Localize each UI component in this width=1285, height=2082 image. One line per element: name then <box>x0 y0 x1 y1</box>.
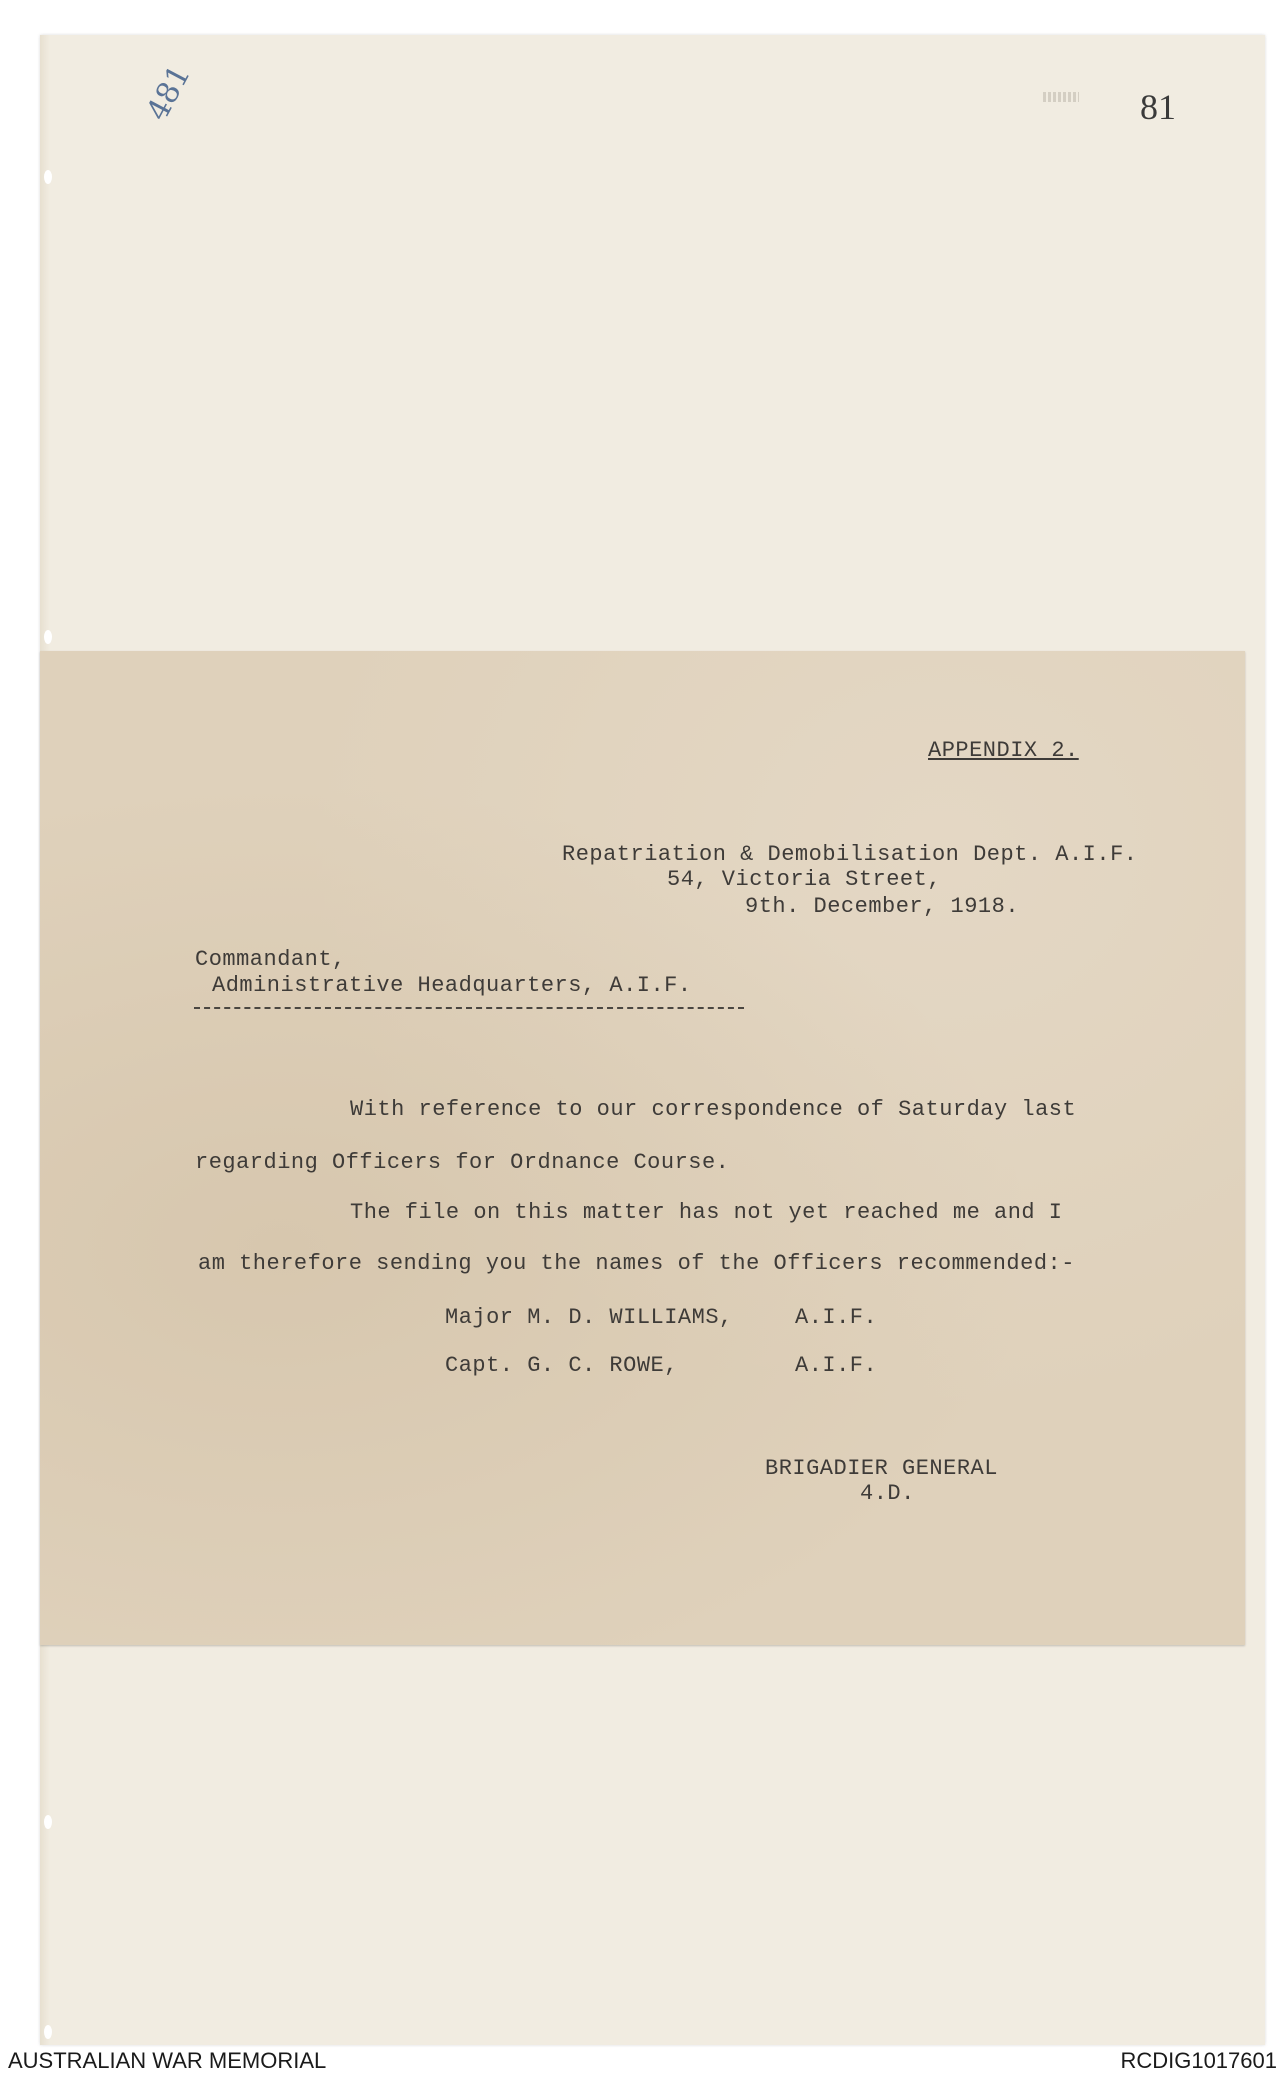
stamp-smudge <box>1043 92 1079 102</box>
handwritten-folio-number: 481 <box>140 59 198 127</box>
recipient-line-2: Administrative Headquarters, A.I.F. <box>212 973 692 998</box>
officer-unit-2: A.I.F. <box>795 1353 878 1378</box>
body-line-3: The file on this matter has not yet reached me and I <box>350 1200 1063 1225</box>
footer-record-id: RCDIG1017601 <box>1120 2048 1277 2073</box>
footer-archive-name: AUSTRALIAN WAR MEMORIAL <box>8 2048 327 2073</box>
body-line-4: am therefore sending you the names of the Officers recommended:- <box>198 1251 1075 1276</box>
signature-title: BRIGADIER GENERAL <box>765 1456 998 1481</box>
recipient-line-1: Commandant, <box>195 947 346 972</box>
punch-hole <box>44 2025 52 2039</box>
typed-letter-slip <box>40 651 1245 1645</box>
officer-name-2: Capt. G. C. ROWE, <box>445 1353 678 1378</box>
punch-hole <box>44 630 52 644</box>
letter-date: 9th. December, 1918. <box>745 894 1020 919</box>
appendix-heading: APPENDIX 2. <box>928 738 1079 763</box>
officer-unit-1: A.I.F. <box>795 1305 878 1330</box>
sender-address-line-2: 54, Victoria Street, <box>667 867 942 892</box>
officer-name-1: Major M. D. WILLIAMS, <box>445 1305 733 1330</box>
body-line-1: With reference to our correspondence of Saturday last <box>350 1097 1077 1122</box>
punch-hole <box>44 170 52 184</box>
signature-initials: 4.D. <box>860 1481 915 1506</box>
recipient-underline <box>194 1007 744 1009</box>
stamped-folio-number: 81 <box>1140 87 1176 127</box>
body-line-2: regarding Officers for Ordnance Course. <box>195 1150 730 1175</box>
punch-hole <box>44 1815 52 1829</box>
sender-address-line-1: Repatriation & Demobilisation Dept. A.I.F. <box>562 842 1138 867</box>
